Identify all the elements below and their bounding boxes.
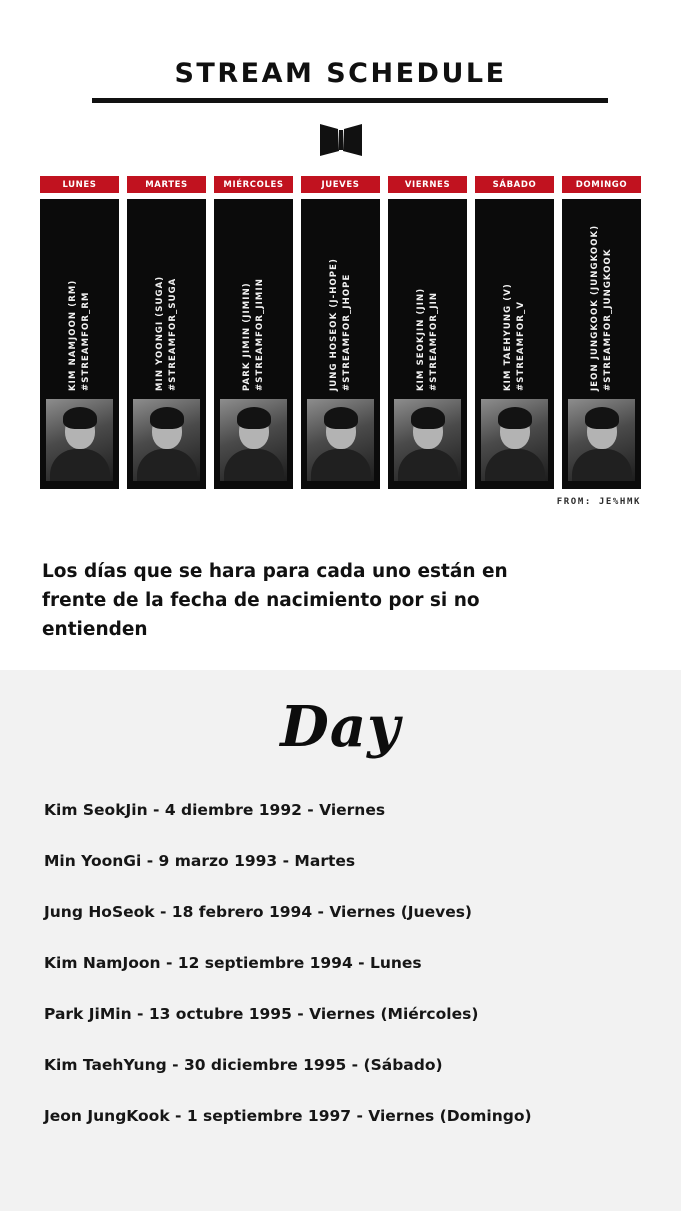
member-card[interactable] (475, 199, 554, 489)
member-name-jueves: JUNG HOSEOK (J-HOPE) #STREAMFOR_JHOPE (328, 258, 352, 391)
member-name-martes: MIN YOONGI (SUGA) #STREAMFOR_SUGA (154, 275, 178, 391)
member-photo-rm (46, 399, 113, 481)
member-card[interactable] (388, 199, 467, 489)
day-tag: SÁBADO (475, 176, 554, 193)
list-item: Park JiMin - 13 octubre 1995 - Viernes (Miércoles) (44, 1005, 479, 1023)
note-paragraph: Los días que se hara para cada uno están en frente de la fecha de nacimiento por si no entienden (42, 561, 508, 640)
page-title: STREAM SCHEDULE (174, 58, 507, 89)
member-card[interactable] (127, 199, 206, 489)
member-card[interactable] (214, 199, 293, 489)
member-name-sabado: KIM TAEHYUNG (V) #STREAMFOR_V (502, 283, 526, 391)
list-item: Kim TaehYung - 30 diciembre 1995 - (Sábado) (44, 1056, 443, 1074)
schedule-column-jueves[interactable] (301, 176, 380, 489)
day-tag: MIÉRCOLES (214, 176, 293, 193)
member-photo-jimin (220, 399, 287, 481)
schedule-column-sabado[interactable] (475, 176, 554, 489)
member-card[interactable] (562, 199, 641, 489)
member-photo-v (481, 399, 548, 481)
credit-text: FROM: JE%HMK (556, 497, 641, 507)
member-name-lunes: KIM NAMJOON (RM) #STREAMFOR_RM (67, 279, 91, 391)
member-card[interactable] (301, 199, 380, 489)
list-item: Kim NamJoon - 12 septiembre 1994 - Lunes (44, 954, 422, 972)
member-photo-jhope (307, 399, 374, 481)
member-name-miercoles: PARK JIMIN (JIMIN) #STREAMFOR_JIMIN (241, 278, 265, 391)
list-item: Jeon JungKook - 1 septiembre 1997 - Viernes (Domingo) (44, 1107, 532, 1125)
list-item: Min YoonGi - 9 marzo 1993 - Martes (44, 852, 356, 870)
title-divider (92, 98, 608, 103)
schedule-column-lunes[interactable] (40, 176, 119, 489)
schedule-column-viernes[interactable] (388, 176, 467, 489)
day-tag: VIERNES (388, 176, 467, 193)
day-tag: DOMINGO (562, 176, 641, 193)
script-heading: Day (280, 694, 401, 760)
member-card[interactable] (40, 199, 119, 489)
schedule-grid (40, 176, 641, 489)
schedule-column-miercoles[interactable] (214, 176, 293, 489)
birthday-list (44, 800, 644, 1157)
list-item: Kim SeokJin - 4 diembre 1992 - Viernes (44, 801, 386, 819)
list-item: Jung HoSeok - 18 febrero 1994 - Viernes (Jueves) (44, 903, 473, 921)
schedule-column-martes[interactable] (127, 176, 206, 489)
member-photo-jin (394, 399, 461, 481)
member-photo-jungkook (568, 399, 635, 481)
member-photo-suga (133, 399, 200, 481)
member-name-domingo: JEON JUNGKOOK (JUNGKOOK) #STREAMFOR_JUNGKOOK (589, 224, 613, 391)
day-tag: LUNES (40, 176, 119, 193)
bts-logo-icon (318, 120, 364, 160)
day-tag: MARTES (127, 176, 206, 193)
schedule-column-domingo[interactable] (562, 176, 641, 489)
day-tag: JUEVES (301, 176, 380, 193)
member-name-viernes: KIM SEOKJIN (JIN) #STREAMFOR_JIN (415, 287, 439, 391)
